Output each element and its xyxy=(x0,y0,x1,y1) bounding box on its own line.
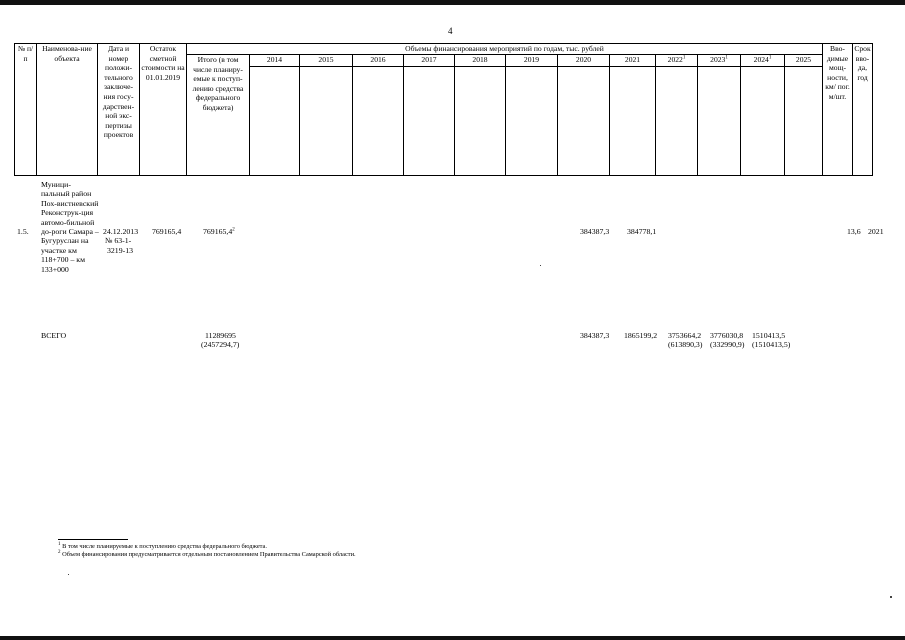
header-name: Наименова-ние объекта xyxy=(37,44,98,176)
scan-speck xyxy=(890,596,892,598)
header-date: Дата и номер положи-тельного заключе-ния госу-дарствен-ной экс-пертизы проектов xyxy=(98,44,140,176)
header-year: 2015 xyxy=(300,55,353,67)
row-balance: 769165,4 xyxy=(152,227,182,236)
scan-speck xyxy=(540,265,541,266)
header-year: 2021 xyxy=(610,55,656,67)
bottom-border xyxy=(0,636,905,640)
row-2020: 384387,3 xyxy=(580,227,610,236)
row-2021: 384778,1 xyxy=(627,227,657,236)
header-balance: Остаток сметной стоимости на 01.01.2019 xyxy=(140,44,187,176)
row-number: 1.5. xyxy=(17,227,29,236)
header-year: 2014 xyxy=(250,55,300,67)
header-total: Итого (в том числе планиру-емые к поступ-лению средства федерального бюджета) xyxy=(187,55,250,176)
header-year: 2017 xyxy=(404,55,455,67)
header-num: № п/п xyxy=(15,44,37,176)
header-year: 2022$^1$ xyxy=(656,55,698,67)
header-capacity: Вво-димые мощ-ности, км/ пог. м/шт. xyxy=(823,44,853,176)
header-year: 2020 xyxy=(558,55,610,67)
totals-2024: 1510413,5 (1510413,5) xyxy=(752,331,791,350)
header-year: 2019 xyxy=(506,55,558,67)
footnote-separator xyxy=(58,539,128,540)
row-object-name: Муници-пальный район Пох-вистневский Реконструк-ция автомо-бильной до-роги Самара – Бугуруслан на участке км 118+700 – км 133+000 xyxy=(41,180,99,274)
footnote-2: $^2$ Объем финансирования предусматривается отдельным постановлением Правительства Самарской области. xyxy=(58,549,356,558)
totals-label: ВСЕГО xyxy=(41,331,67,340)
top-border xyxy=(0,0,905,5)
header-deadline: Срок вво-да, год xyxy=(853,44,873,176)
funding-table-header xyxy=(14,43,873,176)
header-year: 2023$^1$ xyxy=(698,55,741,67)
totals-2023: 3776030,8 (332990,9) xyxy=(710,331,745,350)
row-deadline: 2021 xyxy=(868,227,884,236)
row-expertise-date: 24.12.2013 № 63-1- 3219-13 xyxy=(103,227,139,255)
totals-2020: 384387,3 xyxy=(580,331,610,340)
totals-2021: 1865199,2 xyxy=(624,331,658,340)
header-funding-group: Объемы финансирования мероприятий по годам, тыс. рублей xyxy=(187,44,823,55)
row-capacity: 13,6 xyxy=(847,227,861,236)
page-number: 4 xyxy=(448,26,453,36)
totals-2022: 3753664,2 (613890,3) xyxy=(668,331,703,350)
totals-total: 11289695 (2457294,7) xyxy=(201,331,240,350)
header-year: 2016 xyxy=(353,55,404,67)
scan-speck xyxy=(68,574,69,575)
header-year: 2025 xyxy=(785,55,823,67)
header-year: 2018 xyxy=(455,55,506,67)
row-total: 769165,4$^2$ xyxy=(203,227,235,236)
footnote-1: $^1$ В том числе планируемые к поступлению средства федерального бюджета. xyxy=(58,541,267,550)
header-year: 2024$^1$ xyxy=(741,55,785,67)
